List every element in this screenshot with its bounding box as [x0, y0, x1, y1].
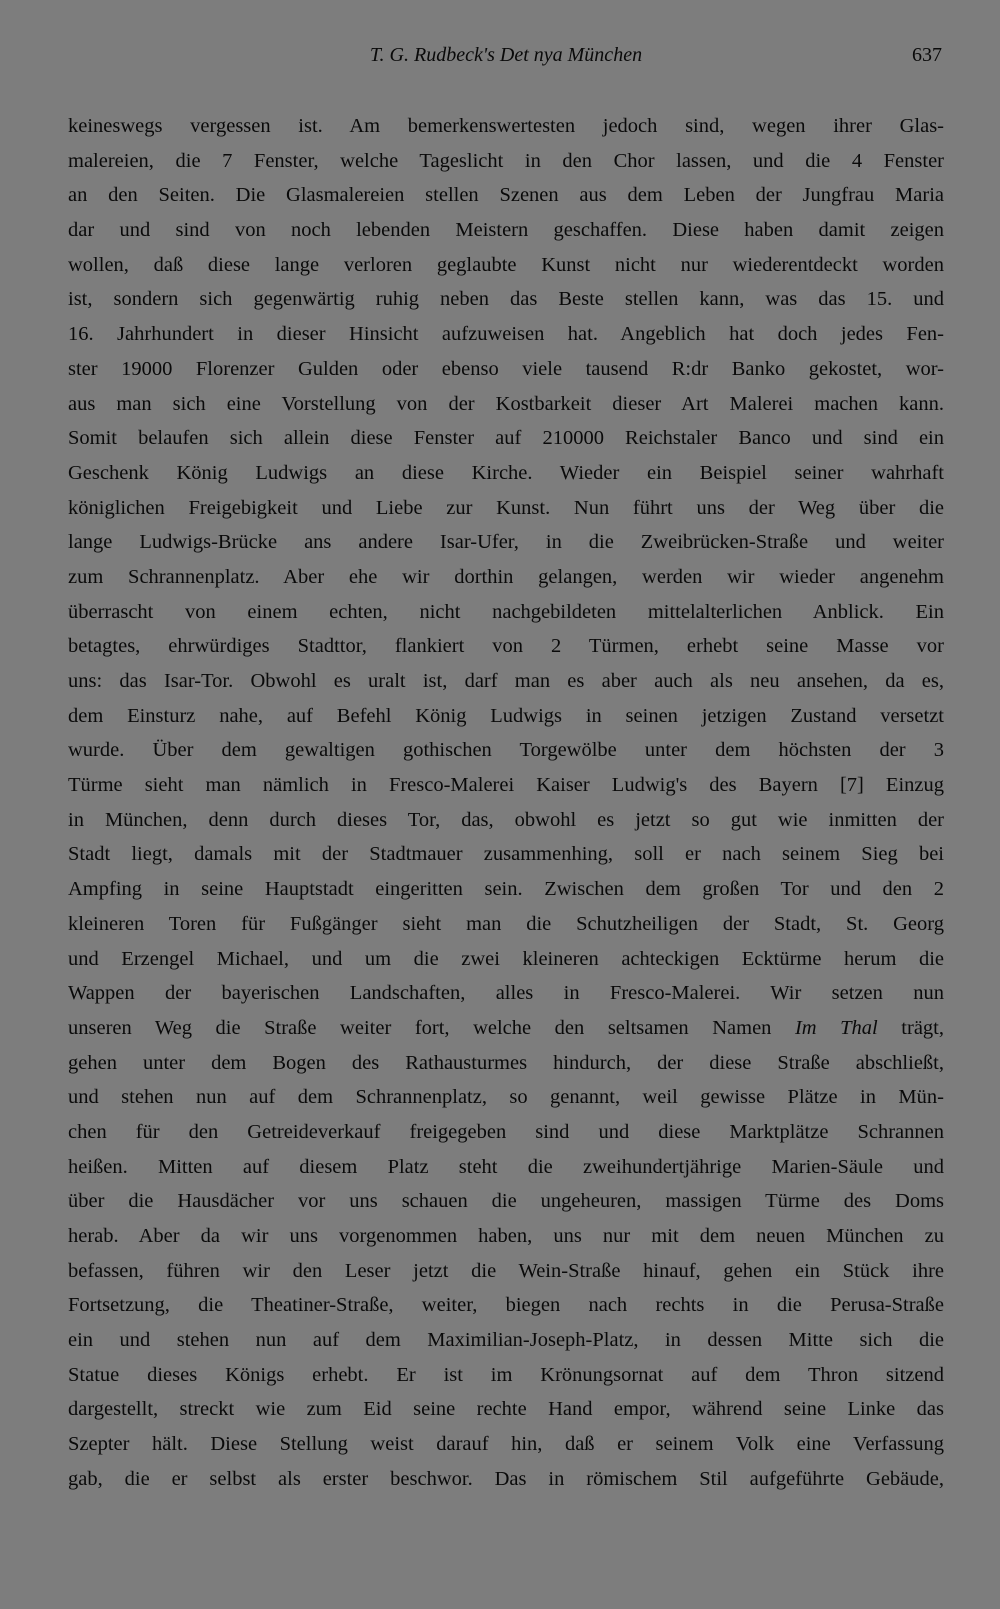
text-segment: ein und stehen nun auf dem Maximilian-Joseph-Platz, in dessen Mitte sich die: [68, 1329, 944, 1352]
text-segment: keineswegs vergessen ist. Am bemerkenswertesten jedoch sind, wegen ihrer Glas-: [68, 115, 944, 137]
text-segment: unseren Weg die Straße weiter fort, welche den seltsamen Namen: [68, 1016, 795, 1039]
text-segment: befassen, führen wir den Leser jetzt die Wein-Straße hinauf, gehen ein Stück ihre: [68, 1259, 944, 1282]
text-line: [68, 1184, 944, 1219]
text-segment: trägt,: [877, 1016, 944, 1039]
text-line: [68, 872, 944, 907]
text-segment: an den Seiten. Die Glasmalereien stellen Szenen aus dem Leben der Jungfrau Maria: [68, 184, 944, 207]
text-line: [68, 1115, 944, 1150]
text-line: [68, 1046, 944, 1081]
text-line: [68, 178, 944, 213]
text-segment: herab. Aber da wir uns vorgenommen haben, uns nur mit dem neuen München zu: [68, 1225, 944, 1247]
text-segment: Statue dieses Königs erhebt. Er ist im Krönungsornat auf dem Thron sitzend: [68, 1363, 944, 1386]
text-segment: wollen, daß diese lange verloren geglaubte Kunst nicht nur wiederentdeckt worden: [68, 253, 944, 276]
text-segment: Fortsetzung, die Theatiner-Straße, weiter, biegen nach rechts in die Perusa-Straße: [68, 1294, 944, 1317]
text-segment: ster 19000 Florenzer Gulden oder ebenso viele tausend R:dr Banko gekostet, wor-: [68, 357, 944, 380]
text-line: [68, 352, 944, 387]
text-line: [68, 803, 944, 838]
text-line: [68, 664, 944, 699]
text-segment: dar und sind von noch lebenden Meistern geschaffen. Diese haben damit zeigen: [68, 219, 944, 242]
text-segment: uns: das Isar-Tor. Obwohl es uralt ist, darf man es aber auch als neu ansehen, da es,: [68, 670, 944, 692]
text-line: [68, 387, 944, 422]
text-segment: gehen unter dem Bogen des Rathausturmes hindurch, der diese Straße abschließt,: [68, 1051, 944, 1074]
text-line: [68, 421, 944, 456]
page-number: 637: [912, 44, 942, 66]
text-line: [68, 1254, 944, 1289]
text-line: [68, 456, 944, 491]
text-segment: dargestellt, streckt wie zum Eid seine rechte Hand empor, während seine Linke das: [68, 1398, 944, 1421]
text-line: [68, 491, 944, 526]
text-line: [68, 213, 944, 248]
text-segment: chen für den Getreideverkauf freigegeben sind und diese Marktplätze Schrannen: [68, 1120, 944, 1143]
text-segment: zum Schrannenplatz. Aber ehe wir dorthin gelangen, werden wir wieder angenehm: [68, 565, 944, 588]
text-line: [68, 837, 944, 872]
text-segment: heißen. Mitten auf diesem Platz steht die zweihundertjährige Marien-Säule und: [68, 1155, 944, 1178]
text-line: [68, 907, 944, 942]
text-segment: Geschenk König Ludwigs an diese Kirche. Wieder ein Beispiel seiner wahrhaft: [68, 461, 944, 484]
text-line: [68, 1080, 944, 1115]
text-line: [68, 1011, 944, 1046]
text-segment: lange Ludwigs-Brücke ans andere Isar-Ufer, in die Zweibrücken-Straße und weiter: [68, 531, 944, 554]
text-segment: dem Einsturz nahe, auf Befehl König Ludwigs in seinen jetzigen Zustand versetzt: [68, 704, 944, 727]
text-segment: gab, die er selbst als erster beschwor. Das in römischem Stil aufgeführte Gebäude,: [68, 1467, 944, 1490]
text-line: [68, 144, 944, 179]
text-segment: Stadt liegt, damals mit der Stadtmauer zusammenhing, soll er nach seinem Sieg bei: [68, 843, 944, 866]
text-segment: und stehen nun auf dem Schrannenplatz, so genannt, weil gewisse Plätze in Mün-: [68, 1086, 944, 1109]
text-segment: betagtes, ehrwürdiges Stadttor, flankiert von 2 Türmen, erhebt seine Masse vor: [68, 635, 944, 658]
text-line: [68, 1427, 944, 1462]
text-segment: überrascht von einem echten, nicht nachgebildeten mittelalterlichen Anblick. Ein: [68, 600, 944, 623]
text-line: [68, 942, 944, 977]
text-line: [68, 560, 944, 595]
text-segment: Wappen der bayerischen Landschaften, alles in Fresco-Malerei. Wir setzen nun: [68, 982, 944, 1005]
running-title: T. G. Rudbeck's Det nya München: [369, 44, 643, 66]
text-line: [68, 629, 944, 664]
text-segment: Türme sieht man nämlich in Fresco-Malerei Kaiser Ludwig's des Bayern [7] Einzug: [68, 774, 944, 797]
text-segment: malereien, die 7 Fenster, welche Tageslicht in den Chor lassen, und die 4 Fenster: [68, 149, 944, 172]
text-line: [68, 525, 944, 560]
text-line: [68, 1323, 944, 1358]
italic-text: Im Thal: [794, 1016, 878, 1039]
text-segment: königlichen Freigebigkeit und Liebe zur Kunst. Nun führt uns der Weg über die: [68, 496, 944, 519]
text-segment: kleineren Toren für Fußgänger sieht man die Schutzheiligen der Stadt, St. Georg: [68, 912, 944, 935]
text-segment: und Erzengel Michael, und um die zwei kleineren achteckigen Ecktürme herum die: [68, 947, 944, 970]
text-line: [68, 1150, 944, 1185]
text-segment: in München, denn durch dieses Tor, das, obwohl es jetzt so gut wie inmitten der: [68, 808, 944, 831]
text-line: [68, 282, 944, 317]
text-line: [68, 733, 944, 768]
text-line: [68, 109, 944, 144]
text-line: [68, 1392, 944, 1427]
text-line: [68, 1288, 944, 1323]
text-line: [68, 699, 944, 734]
text-segment: Somit belaufen sich allein diese Fenster auf 210000 Reichstaler Banco und sind ein: [68, 427, 944, 450]
text-line: [68, 1462, 944, 1497]
text-segment: aus man sich eine Vorstellung von der Kostbarkeit dieser Art Malerei machen kann.: [68, 392, 944, 415]
text-line: [68, 976, 944, 1011]
text-line: [68, 1358, 944, 1393]
text-segment: Ampfing in seine Hauptstadt eingeritten sein. Zwischen dem großen Tor und den 2: [68, 878, 944, 901]
body-text: [68, 109, 944, 1497]
text-segment: über die Hausdächer vor uns schauen die ungeheuren, massigen Türme des Doms: [68, 1190, 944, 1213]
text-segment: ist, sondern sich gegenwärtig ruhig neben das Beste stellen kann, was das 15. und: [68, 288, 944, 311]
running-head: [68, 40, 944, 76]
text-line: [68, 1219, 944, 1254]
text-line: [68, 317, 944, 352]
text-line: [68, 768, 944, 803]
text-line: [68, 248, 944, 283]
text-segment: 16. Jahrhundert in dieser Hinsicht aufzuweisen hat. Angeblich hat doch jedes Fen-: [68, 323, 944, 346]
text-segment: wurde. Über dem gewaltigen gothischen Torgewölbe unter dem höchsten der 3: [68, 739, 944, 762]
text-line: [68, 595, 944, 630]
text-segment: Szepter hält. Diese Stellung weist darauf hin, daß er seinem Volk eine Verfassung: [68, 1433, 944, 1456]
